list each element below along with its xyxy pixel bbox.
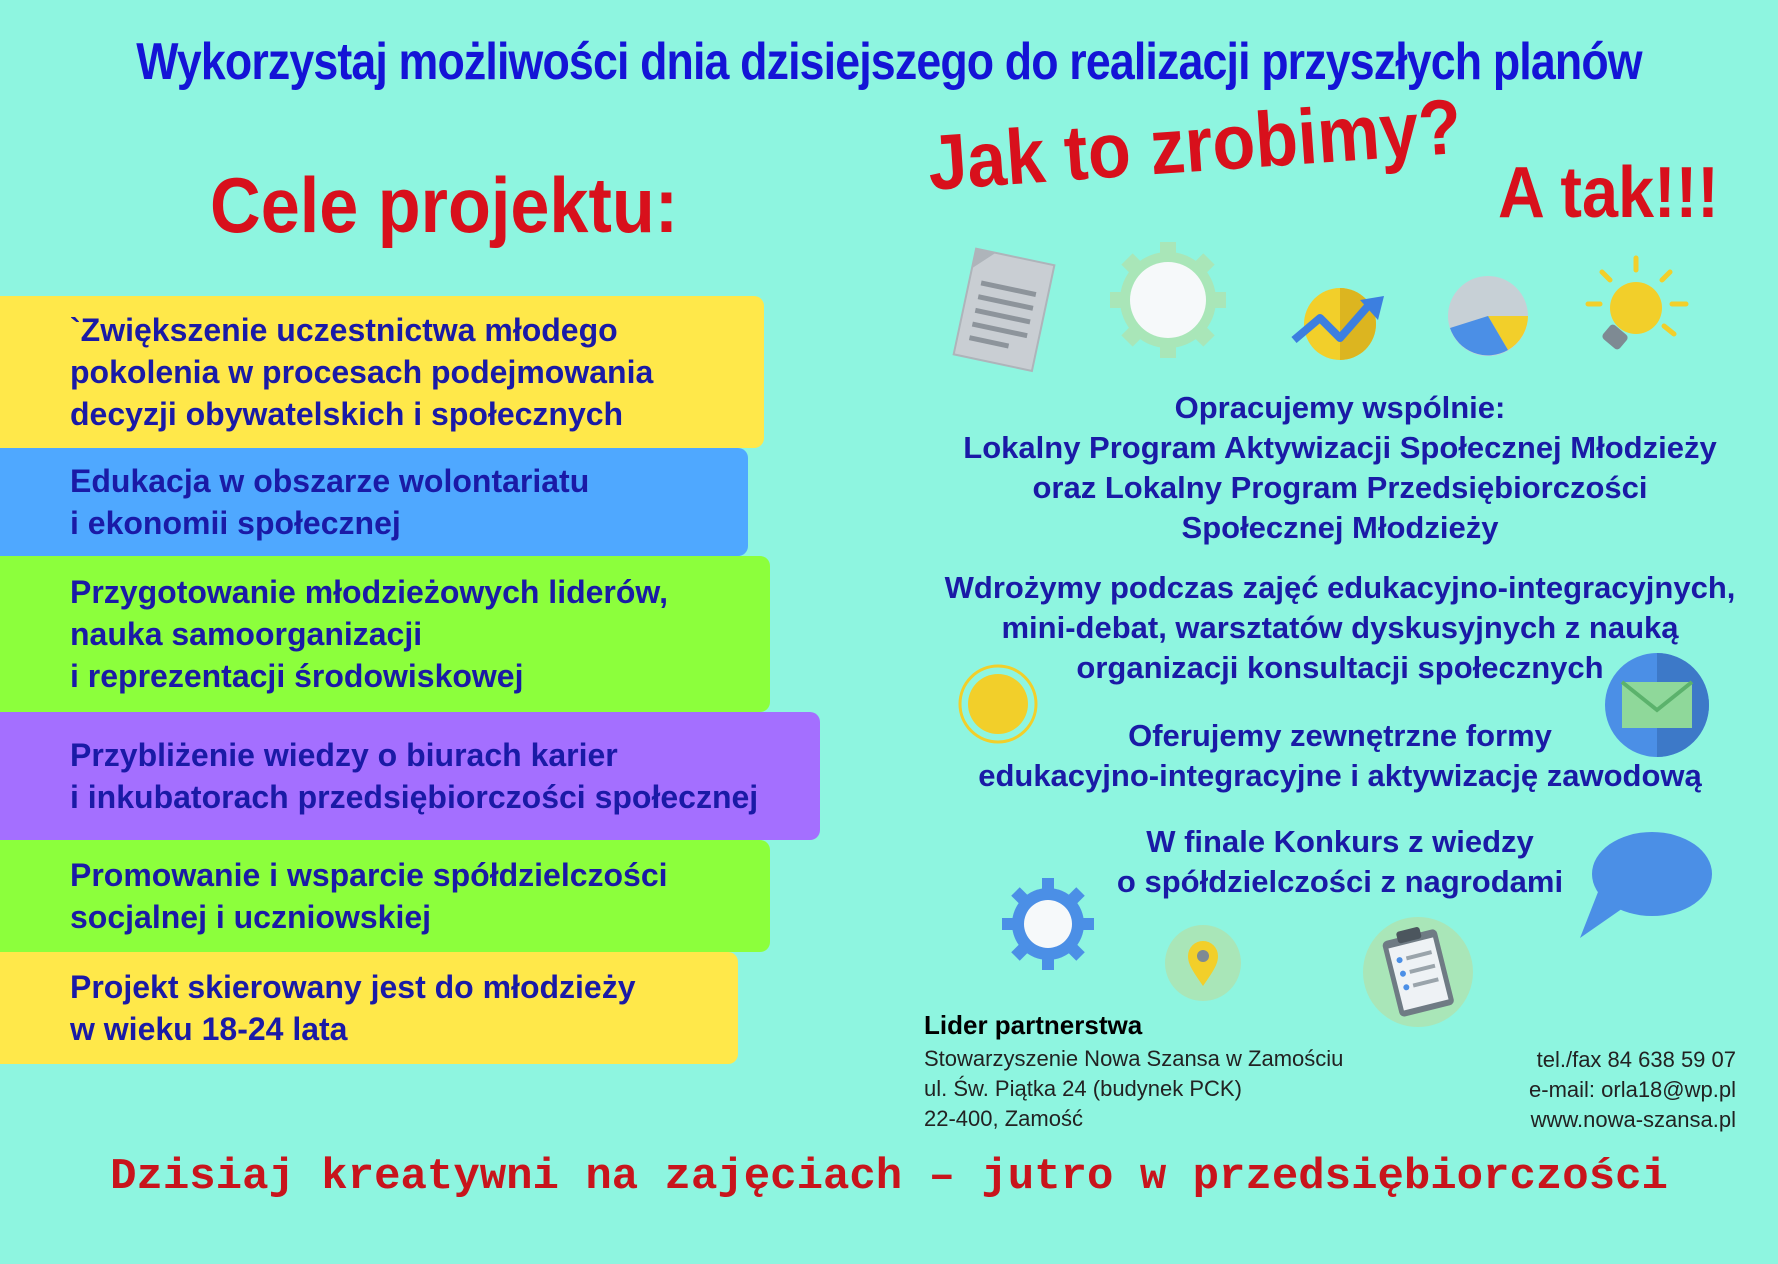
answer-title: A tak!!!: [1498, 153, 1719, 233]
how-paragraph-3: Oferujemy zewnętrzne formy edukacyjno-integracyjne i aktywizację zawodową: [978, 718, 1702, 793]
location-pin-icon: [1164, 924, 1242, 1002]
goal-item-text: `Zwiększenie uczestnictwa młodego pokolenia w procesach podejmowania decyzji obywatelskich i społecznych: [70, 312, 654, 432]
document-icon: [950, 248, 1060, 372]
goals-title: Cele projektu:: [210, 161, 679, 249]
contact-address-line: Stowarzyszenie Nowa Szansa w Zamościu: [924, 1046, 1344, 1071]
goal-item-2: [0, 448, 748, 556]
goal-item-text: Przybliżenie wiedzy o biurach karier i inkubatorach przedsiębiorczości społecznej: [70, 737, 759, 815]
contact-email[interactable]: e-mail: orla18@wp.pl: [1529, 1077, 1736, 1102]
gear-icon: [1108, 240, 1228, 360]
goal-item-text: Edukacja w obszarze wolontariatu i ekonomii społecznej: [70, 463, 590, 541]
goal-item-6: [0, 952, 738, 1064]
goal-item-text: Przygotowanie młodzieżowych liderów, nauka samoorganizacji i reprezentacji środowiskowej: [70, 574, 669, 694]
pie-chart-icon: [1446, 274, 1530, 358]
contact-address-line: 22-400, Zamość: [924, 1106, 1083, 1131]
footer-slogan: Dzisiaj kreatywni na zajęciach – jutro w przedsiębiorczości: [110, 1152, 1668, 1202]
goal-item-text: Promowanie i wsparcie spółdzielczości socjalnej i uczniowskiej: [70, 857, 668, 935]
contact-phone: tel./fax 84 638 59 07: [1536, 1047, 1736, 1072]
small-gear-icon: [1002, 878, 1094, 970]
how-paragraph-2: Wdrożymy podczas zajęć edukacyjno-integracyjnych, mini-debat, warsztatów dyskusyjnych z nauką organizacji konsultacji społecznych: [944, 570, 1736, 685]
goal-item-4: [0, 712, 820, 840]
lightbulb-icon: [1582, 256, 1692, 356]
contact-website[interactable]: www.nowa-szansa.pl: [1530, 1107, 1736, 1132]
goal-item-text: Projekt skierowany jest do młodzieży w wieku 18-24 lata: [70, 969, 636, 1047]
page-headline: Wykorzystaj możliwości dnia dzisiejszego do realizacji przyszłych planów: [136, 33, 1642, 91]
goal-item-1: [0, 296, 764, 448]
how-paragraph-1: Opracujemy wspólnie: Lokalny Program Aktywizacji Społecznej Młodzieży oraz Lokalny Program Przedsiębiorczości Społecznej Młodzieży: [963, 390, 1717, 545]
how-title: Jak to zrobimy?: [924, 81, 1465, 207]
clipboard-icon: [1362, 916, 1474, 1028]
speech-bubble-icon: [1578, 830, 1712, 942]
goal-item-3: [0, 556, 770, 712]
chart-icon: [1290, 282, 1390, 362]
contact-address-line: ul. Św. Piątka 24 (budynek PCK): [924, 1076, 1242, 1101]
goal-item-5: [0, 840, 770, 952]
how-paragraph-4: W finale Konkurs z wiedzy o spółdzielczości z nagrodami: [1116, 824, 1564, 899]
contact-heading: Lider partnerstwa: [924, 1010, 1143, 1040]
